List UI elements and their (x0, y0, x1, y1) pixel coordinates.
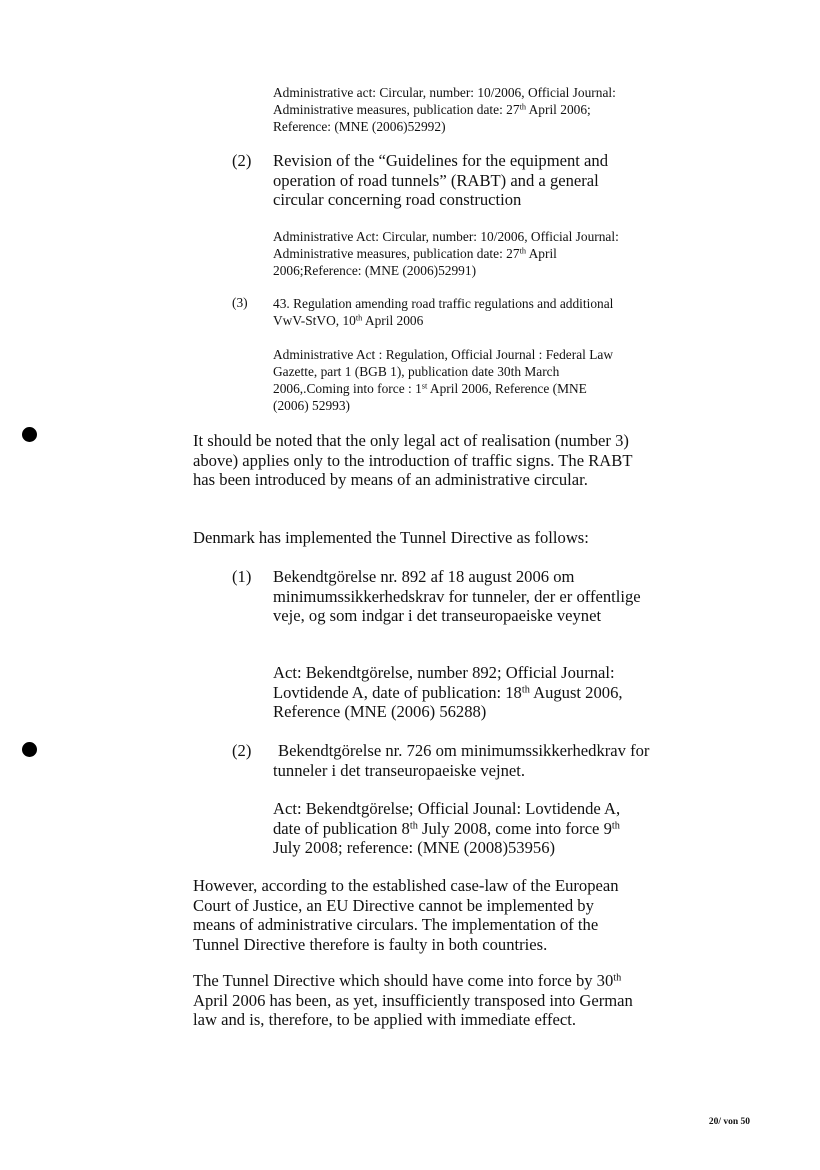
paragraph-tunnel-directive: The Tunnel Directive which should have come into force by 30th April 2006 has been, as yet, insufficiently transposed into German law and is, therefore, to be applied with immediate effect. (193, 971, 633, 1030)
denmark-act-2-line-3: July 2008; reference: (MNE (2008)53956) (273, 838, 556, 858)
paragraph-ecj-case-law: However, according to the established case-law of the European Court of Justice, an EU Directive cannot be implemented by means of administrative circulars. The implementation of the Tunnel Directive therefore is faulty in both countries. (193, 876, 619, 954)
item-2-number: (2) (232, 151, 252, 170)
item-2-text: Revision of the “Guidelines for the equipment and operation of road tunnels” (RABT) and a general circular concerning road construction (273, 151, 609, 210)
admin-act-1-line-3: Reference: (MNE (2006)52992) (273, 119, 446, 134)
admin-act-block-3 (273, 346, 693, 414)
denmark-item-1-text: Bekendtgörelse nr. 892 af 18 august 2006 om minimumssikkerhedskrav for tunneler, der er offentlige veje, og som indgar i det transeuropaeiske veynet (273, 567, 641, 626)
denmark-act-1 (273, 663, 653, 722)
denmark-act-2-line-1: Act: Bekendtgörelse; Official Jounal: Lovtidende A, (273, 799, 621, 818)
denmark-act-2 (273, 799, 653, 858)
denmark-item-2-number: (2) (232, 741, 252, 760)
page-number: 20/ von 50 (708, 1117, 750, 1127)
admin-act-block-2 (273, 228, 693, 279)
admin-act-block-1 (273, 84, 693, 135)
admin-act-2-line-1: Administrative Act: Circular, number: 10/2006, Official Journal: (273, 229, 619, 244)
item-3-number: (3) (232, 295, 248, 310)
item-3-line-1: 43. Regulation amending road traffic regulations and additional (273, 296, 614, 311)
admin-act-3-line-3: 2006,.Coming into force : 1st April 2006, Reference (MNE (273, 381, 587, 396)
denmark-act-1-line-1: Act: Bekendtgörelse, number 892; Official Journal: (273, 663, 615, 682)
item-3-text (273, 295, 693, 329)
denmark-act-2-line-2: date of publication 8th July 2008, come into force 9th (273, 818, 620, 838)
paragraph-legal-act-note: It should be noted that the only legal act of realisation (number 3) above) applies only to the introduction of traffic signs. The RABT has been introduced by means of an administrative circular. (193, 431, 633, 490)
admin-act-2-line-2: Administrative measures, publication date: 27th April (273, 246, 557, 261)
paragraph-denmark-intro: Denmark has implemented the Tunnel Directive as follows: (193, 528, 589, 547)
admin-act-3-line-2: Gazette, part 1 (BGB 1), publication date 30th March (273, 364, 560, 379)
denmark-act-1-line-3: Reference (MNE (2006) 56288) (273, 702, 487, 722)
admin-act-1-line-1: Administrative act: Circular, number: 10/2006, Official Journal: (273, 85, 616, 100)
admin-act-1-line-2: Administrative measures, publication date: 27th April 2006; (273, 102, 591, 117)
margin-bullet-bottom (22, 742, 37, 757)
denmark-act-1-line-2: Lovtidende A, date of publication: 18th August 2006, (273, 682, 623, 702)
admin-act-3-line-4: (2006) 52993) (273, 398, 350, 413)
admin-act-3-line-1: Administrative Act : Regulation, Official Journal : Federal Law (273, 347, 614, 362)
denmark-item-2-text: Bekendtgörelse nr. 726 om minimumssikkerhedkrav for tunneler i det transeuropaeiske vejnet. (273, 741, 650, 780)
margin-bullet-top (22, 427, 37, 442)
item-3-line-2: VwV-StVO, 10th April 2006 (273, 313, 424, 328)
denmark-item-1-number: (1) (232, 567, 252, 586)
admin-act-2-line-3: 2006;Reference: (MNE (2006)52991) (273, 263, 477, 278)
